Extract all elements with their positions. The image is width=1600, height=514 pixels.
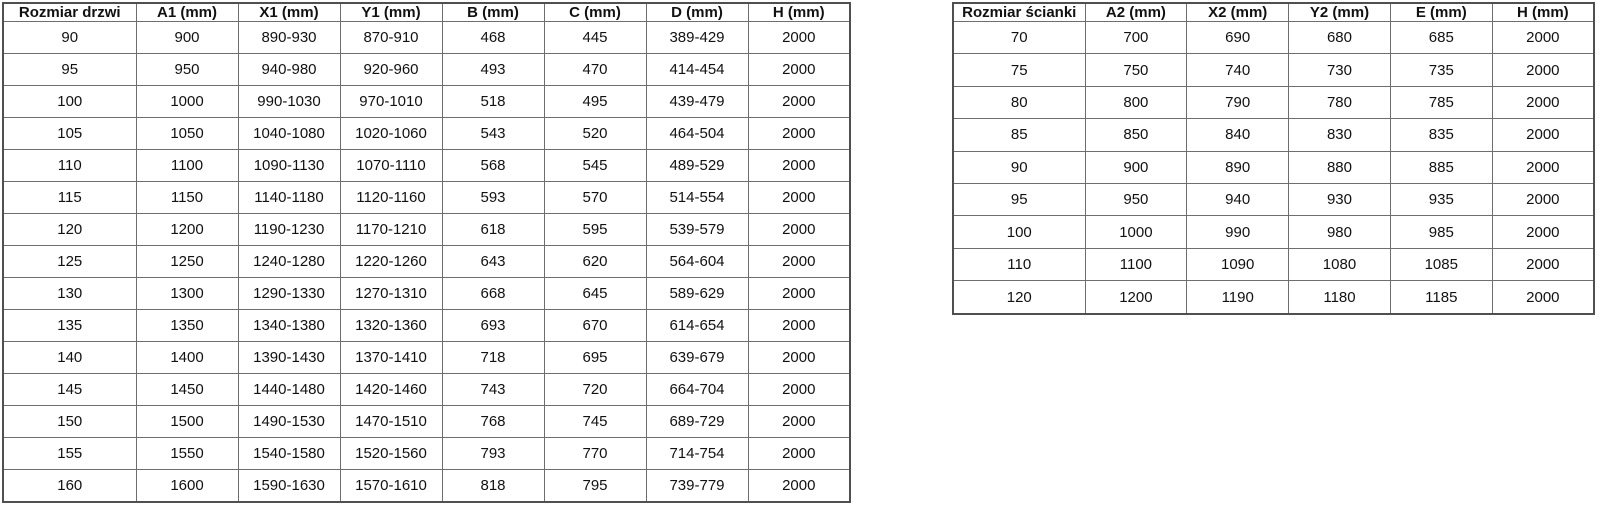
table-cell: 880 (1289, 151, 1391, 183)
table-cell: 1570-1610 (340, 469, 442, 502)
table-cell: 1020-1060 (340, 117, 442, 149)
column-header: Rozmiar ścianki (953, 3, 1085, 22)
table-cell: 150 (3, 405, 136, 437)
door-dimensions-table (2, 2, 851, 503)
column-header: H (mm) (748, 3, 850, 22)
table-cell: 1370-1410 (340, 341, 442, 373)
table-row (3, 181, 850, 213)
table-cell: 890 (1187, 151, 1289, 183)
table-cell: 2000 (1492, 183, 1594, 215)
table-cell: 689-729 (646, 405, 748, 437)
table-row (3, 149, 850, 181)
table-cell: 1190 (1187, 281, 1289, 314)
table-row (3, 373, 850, 405)
column-header: Y2 (mm) (1289, 3, 1391, 22)
table-cell: 145 (3, 373, 136, 405)
table-cell: 1170-1210 (340, 213, 442, 245)
table-cell: 1490-1530 (238, 405, 340, 437)
table-cell: 1270-1310 (340, 277, 442, 309)
table-cell: 870-910 (340, 22, 442, 54)
table-cell: 900 (136, 22, 238, 54)
table-cell: 1240-1280 (238, 245, 340, 277)
table-cell: 693 (442, 309, 544, 341)
table-cell: 740 (1187, 54, 1289, 86)
table-cell: 2000 (1492, 281, 1594, 314)
table-cell: 2000 (1492, 22, 1594, 54)
table-cell: 445 (544, 22, 646, 54)
table-cell: 850 (1085, 119, 1187, 151)
table-row (3, 405, 850, 437)
table-cell: 100 (3, 85, 136, 117)
table-cell: 1250 (136, 245, 238, 277)
table-cell: 670 (544, 309, 646, 341)
table-row (3, 309, 850, 341)
table-cell: 2000 (748, 213, 850, 245)
table-row (953, 281, 1594, 314)
table-cell: 1400 (136, 341, 238, 373)
table-cell: 1600 (136, 469, 238, 502)
table-cell: 1140-1180 (238, 181, 340, 213)
table-cell: 1200 (1085, 281, 1187, 314)
table-cell: 90 (3, 22, 136, 54)
table-cell: 745 (544, 405, 646, 437)
table-cell: 770 (544, 437, 646, 469)
table-cell: 2000 (748, 405, 850, 437)
table-cell: 1290-1330 (238, 277, 340, 309)
table-cell: 1040-1080 (238, 117, 340, 149)
table-cell: 618 (442, 213, 544, 245)
table-cell: 935 (1390, 183, 1492, 215)
table-cell: 589-629 (646, 277, 748, 309)
table-cell: 1440-1480 (238, 373, 340, 405)
table-cell: 70 (953, 22, 1085, 54)
table-cell: 2000 (748, 245, 850, 277)
table-cell: 110 (3, 149, 136, 181)
table-cell: 1000 (136, 85, 238, 117)
table-cell: 970-1010 (340, 85, 442, 117)
table-cell: 414-454 (646, 53, 748, 85)
table-cell: 1390-1430 (238, 341, 340, 373)
table-cell: 980 (1289, 216, 1391, 248)
table-cell: 464-504 (646, 117, 748, 149)
table-cell: 930 (1289, 183, 1391, 215)
table-cell: 90 (953, 151, 1085, 183)
table-cell: 695 (544, 341, 646, 373)
table-cell: 140 (3, 341, 136, 373)
table-cell: 1120-1160 (340, 181, 442, 213)
table-cell: 780 (1289, 86, 1391, 118)
table-cell: 685 (1390, 22, 1492, 54)
table-row (3, 245, 850, 277)
table-cell: 2000 (748, 117, 850, 149)
table-cell: 495 (544, 85, 646, 117)
header-row (3, 3, 850, 22)
table-cell: 489-529 (646, 149, 748, 181)
table-cell: 818 (442, 469, 544, 502)
table-cell: 990-1030 (238, 85, 340, 117)
table-cell: 115 (3, 181, 136, 213)
table-cell: 2000 (1492, 119, 1594, 151)
table-cell: 614-654 (646, 309, 748, 341)
table-cell: 2000 (748, 309, 850, 341)
table-row (953, 216, 1594, 248)
table-cell: 1350 (136, 309, 238, 341)
column-header: Rozmiar drzwi (3, 3, 136, 22)
table-cell: 1190-1230 (238, 213, 340, 245)
table-cell: 890-930 (238, 22, 340, 54)
table-row (953, 86, 1594, 118)
table-cell: 1100 (1085, 248, 1187, 280)
table-row (3, 53, 850, 85)
table-cell: 1080 (1289, 248, 1391, 280)
table-cell: 664-704 (646, 373, 748, 405)
table-cell: 940 (1187, 183, 1289, 215)
column-header: X1 (mm) (238, 3, 340, 22)
table-cell: 990 (1187, 216, 1289, 248)
table-cell: 680 (1289, 22, 1391, 54)
table-cell: 700 (1085, 22, 1187, 54)
table-cell: 920-960 (340, 53, 442, 85)
table-cell: 545 (544, 149, 646, 181)
table-cell: 645 (544, 277, 646, 309)
table-cell: 900 (1085, 151, 1187, 183)
table-row (3, 213, 850, 245)
table-cell: 950 (1085, 183, 1187, 215)
table-cell: 439-479 (646, 85, 748, 117)
table-cell: 100 (953, 216, 1085, 248)
table-cell: 568 (442, 149, 544, 181)
table-cell: 120 (3, 213, 136, 245)
table-cell: 2000 (1492, 54, 1594, 86)
table-cell: 885 (1390, 151, 1492, 183)
column-header: D (mm) (646, 3, 748, 22)
table-cell: 135 (3, 309, 136, 341)
table-cell: 1320-1360 (340, 309, 442, 341)
table-cell: 1085 (1390, 248, 1492, 280)
column-header: X2 (mm) (1187, 3, 1289, 22)
table-cell: 1520-1560 (340, 437, 442, 469)
table-cell: 743 (442, 373, 544, 405)
table-cell: 720 (544, 373, 646, 405)
table-cell: 520 (544, 117, 646, 149)
table-cell: 2000 (748, 149, 850, 181)
table-cell: 518 (442, 85, 544, 117)
table-cell: 125 (3, 245, 136, 277)
table-cell: 1100 (136, 149, 238, 181)
table-cell: 130 (3, 277, 136, 309)
column-header: C (mm) (544, 3, 646, 22)
table-cell: 105 (3, 117, 136, 149)
table-cell: 2000 (1492, 86, 1594, 118)
table-row (3, 85, 850, 117)
table-cell: 570 (544, 181, 646, 213)
table-cell: 1470-1510 (340, 405, 442, 437)
table-cell: 800 (1085, 86, 1187, 118)
table-cell: 1090-1130 (238, 149, 340, 181)
table-row (3, 469, 850, 502)
table-cell: 1340-1380 (238, 309, 340, 341)
table-cell: 1550 (136, 437, 238, 469)
table-cell: 835 (1390, 119, 1492, 151)
table-row (953, 151, 1594, 183)
table-cell: 840 (1187, 119, 1289, 151)
table-cell: 1590-1630 (238, 469, 340, 502)
table-cell: 1150 (136, 181, 238, 213)
table-cell: 1420-1460 (340, 373, 442, 405)
table-cell: 564-604 (646, 245, 748, 277)
table-cell: 668 (442, 277, 544, 309)
table-cell: 95 (953, 183, 1085, 215)
table-cell: 639-679 (646, 341, 748, 373)
column-header: A1 (mm) (136, 3, 238, 22)
table-cell: 539-579 (646, 213, 748, 245)
table-cell: 1300 (136, 277, 238, 309)
table-cell: 2000 (748, 53, 850, 85)
table-cell: 75 (953, 54, 1085, 86)
table-cell: 468 (442, 22, 544, 54)
table-cell: 795 (544, 469, 646, 502)
table-cell: 2000 (748, 85, 850, 117)
table-row (3, 341, 850, 373)
table-cell: 389-429 (646, 22, 748, 54)
table-cell: 2000 (748, 181, 850, 213)
table-cell: 1185 (1390, 281, 1492, 314)
table-cell: 1450 (136, 373, 238, 405)
table-cell: 690 (1187, 22, 1289, 54)
table-cell: 2000 (748, 277, 850, 309)
table-row (3, 277, 850, 309)
table-cell: 768 (442, 405, 544, 437)
table-cell: 1500 (136, 405, 238, 437)
table-cell: 1540-1580 (238, 437, 340, 469)
table-cell: 940-980 (238, 53, 340, 85)
table-cell: 985 (1390, 216, 1492, 248)
table-cell: 2000 (748, 373, 850, 405)
table-row (3, 22, 850, 54)
table-cell: 785 (1390, 86, 1492, 118)
table-cell: 2000 (748, 22, 850, 54)
table-cell: 620 (544, 245, 646, 277)
table-cell: 950 (136, 53, 238, 85)
column-header: E (mm) (1390, 3, 1492, 22)
table-cell: 593 (442, 181, 544, 213)
table-row (953, 183, 1594, 215)
table-cell: 643 (442, 245, 544, 277)
table-cell: 2000 (748, 341, 850, 373)
table-cell: 1050 (136, 117, 238, 149)
wall-dimensions-table (952, 2, 1595, 315)
table-cell: 1070-1110 (340, 149, 442, 181)
column-header: H (mm) (1492, 3, 1594, 22)
table-cell: 735 (1390, 54, 1492, 86)
table-cell: 160 (3, 469, 136, 502)
table-row (953, 248, 1594, 280)
header-row (953, 3, 1594, 22)
table-row (953, 119, 1594, 151)
table-cell: 2000 (748, 469, 850, 502)
table-cell: 1000 (1085, 216, 1187, 248)
table-cell: 155 (3, 437, 136, 469)
table-cell: 739-779 (646, 469, 748, 502)
table-cell: 514-554 (646, 181, 748, 213)
table-cell: 470 (544, 53, 646, 85)
table-cell: 120 (953, 281, 1085, 314)
table-cell: 1180 (1289, 281, 1391, 314)
table-cell: 493 (442, 53, 544, 85)
table-cell: 2000 (1492, 248, 1594, 280)
table-cell: 543 (442, 117, 544, 149)
table-cell: 1220-1260 (340, 245, 442, 277)
table-cell: 110 (953, 248, 1085, 280)
column-header: B (mm) (442, 3, 544, 22)
table-cell: 790 (1187, 86, 1289, 118)
table-cell: 595 (544, 213, 646, 245)
column-header: A2 (mm) (1085, 3, 1187, 22)
table-cell: 730 (1289, 54, 1391, 86)
table-cell: 2000 (1492, 151, 1594, 183)
table-cell: 2000 (748, 437, 850, 469)
table-row (953, 22, 1594, 54)
table-cell: 718 (442, 341, 544, 373)
table-row (953, 54, 1594, 86)
table-cell: 80 (953, 86, 1085, 118)
table-cell: 830 (1289, 119, 1391, 151)
table-cell: 95 (3, 53, 136, 85)
table-row (3, 437, 850, 469)
table-cell: 2000 (1492, 216, 1594, 248)
table-cell: 1200 (136, 213, 238, 245)
table-row (3, 117, 850, 149)
table-cell: 793 (442, 437, 544, 469)
table-cell: 1090 (1187, 248, 1289, 280)
table-cell: 85 (953, 119, 1085, 151)
table-cell: 750 (1085, 54, 1187, 86)
table-cell: 714-754 (646, 437, 748, 469)
column-header: Y1 (mm) (340, 3, 442, 22)
